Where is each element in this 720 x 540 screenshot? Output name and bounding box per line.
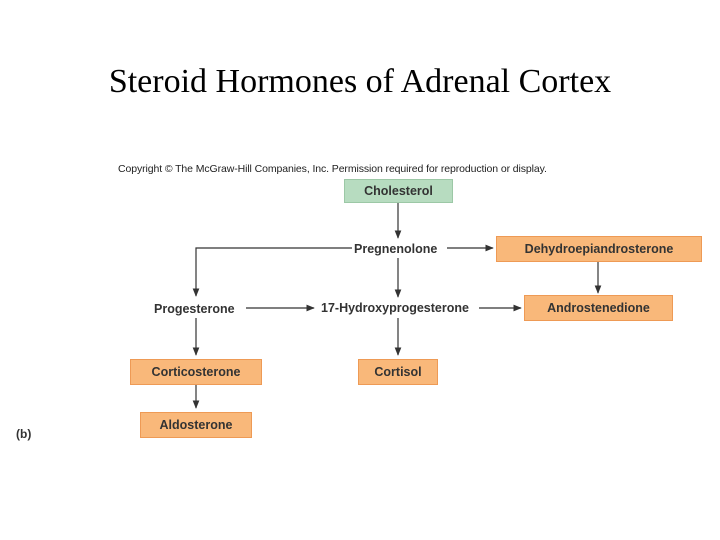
node-cholesterol: Cholesterol [344,179,453,203]
panel-label: (b) [16,427,32,441]
slide-title: Steroid Hormones of Adrenal Cortex [108,63,612,100]
node-corticosterone: Corticosterone [130,359,262,385]
copyright-notice: Copyright © The McGraw-Hill Companies, Inc. Permission required for reproduction or display. [118,163,547,175]
node-progesterone: Progesterone [154,302,235,316]
node-aldosterone: Aldosterone [140,412,252,438]
arrow-pregnenolone-progesterone [196,248,352,296]
node-17-hydroxyprogesterone: 17-Hydroxyprogesterone [321,301,469,315]
node-androstenedione: Androstenedione [524,295,673,321]
node-cortisol: Cortisol [358,359,438,385]
node-dehydroepiandrosterone: Dehydroepiandrosterone [496,236,702,262]
node-pregnenolone: Pregnenolone [354,242,438,256]
